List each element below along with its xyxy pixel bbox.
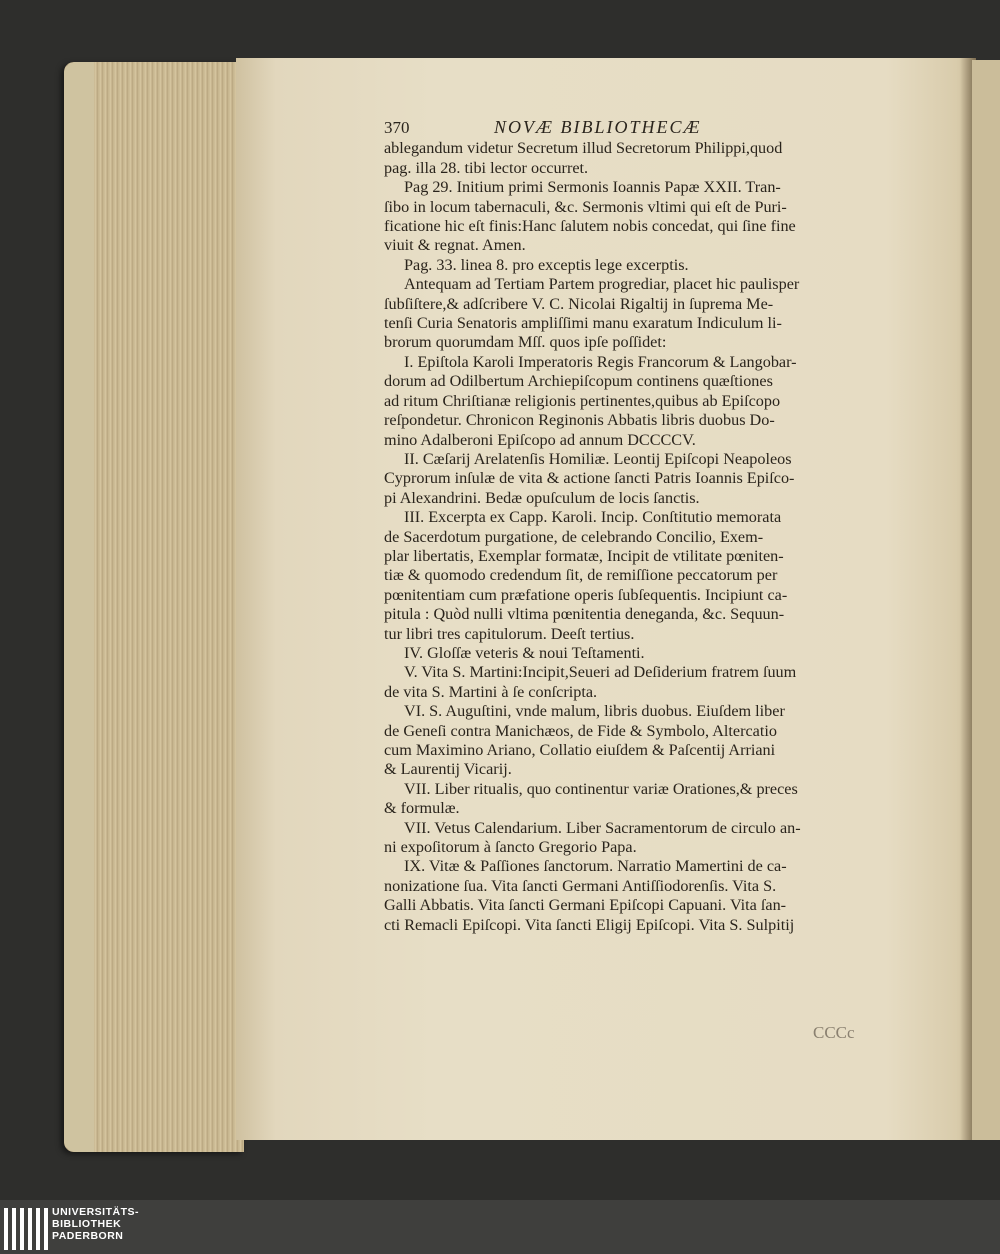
page-header	[384, 118, 929, 137]
text-line: & Laurentij Vicarij.	[384, 760, 512, 779]
text-line: cti Remacli Epiſcopi. Vita ſancti Eligij Epiſcopi. Vita S. Sulpitij	[384, 915, 795, 934]
text-line: Cyprorum inſulæ de vita & actione ſancti Patris Ioannis Epiſco-	[384, 469, 795, 488]
library-logo-icon	[4, 1208, 48, 1250]
text-line: III. Excerpta ex Capp. Karoli. Incip. Conſtitutio memorata	[404, 508, 782, 527]
text-line: dorum ad Odilbertum Archiepiſcopum continens quæſtiones	[384, 372, 773, 391]
text-line: ablegandum videtur Secretum illud Secretorum Philippi,quod	[384, 139, 783, 158]
text-line: VII. Vetus Calendarium. Liber Sacramentorum de circulo an-	[404, 818, 801, 837]
text-line: II. Cæſarij Arelatenſis Homiliæ. Leontij Epiſcopi Neapoleos	[404, 449, 792, 468]
text-lines	[384, 139, 929, 935]
text-line: pag. illa 28. tibi lector occurret.	[384, 158, 589, 177]
facing-page-edge	[972, 60, 1000, 1140]
text-line: pœnitentiam cum præfatione operis ſubſequentis. Incipiunt ca-	[384, 585, 788, 604]
text-line: ſibo in locum tabernaculi, &c. Sermonis vltimi qui eſt de Puri-	[384, 197, 787, 216]
text-line: V. Vita S. Martini:Incipit,Seueri ad Deſiderium fratrem ſuum	[404, 663, 797, 682]
text-line: Pag 29. Initium primi Sermonis Ioannis Papæ XXII. Tran-	[404, 178, 781, 197]
text-line: nonizatione ſua. Vita ſancti Germani Antiſſiodorenſis. Vita S.	[384, 876, 777, 895]
text-line: reſpondetur. Chronicon Reginonis Abbatis libris duobus Do-	[384, 411, 775, 430]
library-footer	[0, 1200, 1000, 1254]
text-line: viuit & regnat. Amen.	[384, 236, 526, 255]
text-line: ad ritum Chriſtianæ religionis pertinentes,quibus ab Epiſcopo	[384, 391, 781, 410]
text-line: ficatione hic eſt finis:Hanc ſalutem nobis concedat, qui ſine fine	[384, 217, 796, 236]
text-line: tenſi Curia Senatoris ampliſſimi manu exaratum Indiculum li-	[384, 314, 782, 333]
page-number: 370	[384, 118, 410, 137]
text-line: Antequam ad Tertiam Partem progrediar, placet hic paulisper	[404, 275, 800, 294]
text-line: ſubſiſtere,& adſcribere V. C. Nicolai Rigaltij in ſuprema Me-	[384, 294, 774, 313]
text-line: cum Maximino Ariano, Collatio eiuſdem & Paſcentij Arriani	[384, 741, 776, 759]
text-line: ni expoſitorum à ſancto Gregorio Papa.	[384, 838, 637, 857]
text-line: de vita S. Martini à ſe conſcripta.	[384, 682, 598, 701]
text-line: Galli Abbatis. Vita ſancti Germani Epiſcopi Capuani. Vita ſan-	[384, 896, 787, 915]
running-head: NOVÆ BIBLIOTHECÆ	[494, 117, 702, 137]
text-line: de Sacerdotum purgatione, de celebrando Concilio, Exem-	[384, 527, 764, 546]
text-line: IV. Gloſſæ veteris & noui Teſtamenti.	[404, 643, 645, 662]
text-line: VII. Liber ritualis, quo continentur variæ Orationes,& preces	[404, 779, 798, 798]
signature-mark: CCCc	[813, 1023, 855, 1042]
library-name	[52, 1206, 139, 1242]
text-line: Pag. 33. linea 8. pro exceptis lege excerptis.	[404, 255, 689, 274]
text-line: pi Alexandrini. Bedæ opuſculum de locis ſanctis.	[384, 488, 700, 507]
text-line: pitula : Quòd nulli vltima pœnitentia deneganda, &c. Sequun-	[384, 605, 785, 624]
text-line: brorum quorumdam Mſſ. quos ipſe poſſidet:	[384, 333, 667, 352]
text-line: mino Adalberoni Epiſcopo ad annum DCCCCV.	[384, 430, 696, 449]
text-line: VI. S. Auguſtini, vnde malum, libris duobus. Eiuſdem liber	[404, 702, 785, 721]
text-line: & formulæ.	[384, 799, 460, 818]
text-line: I. Epiſtola Karoli Imperatoris Regis Francorum & Langobar-	[404, 352, 797, 371]
library-name-line3: PADERBORN	[52, 1230, 124, 1242]
library-name-line2: BIBLIOTHEK	[52, 1218, 122, 1230]
book-cover-edge	[64, 62, 94, 1152]
page-text	[384, 118, 929, 935]
text-line: de Geneſi contra Manichæos, de Fide & Symbolo, Altercatio	[384, 721, 777, 740]
text-line: plar libertatis, Exemplar formatæ, Incipit de vtilitate pœniten-	[384, 546, 784, 565]
text-line: tiæ & quomodo credendum ſit, de remiſſione peccatorum per	[384, 566, 778, 585]
library-name-line1: UNIVERSITÄTS-	[52, 1206, 140, 1218]
text-line: IX. Vitæ & Paſſiones ſanctorum. Narratio Mamertini de ca-	[404, 857, 787, 876]
text-line: tur libri tres capitulorum. Deeſt tertius.	[384, 624, 635, 643]
